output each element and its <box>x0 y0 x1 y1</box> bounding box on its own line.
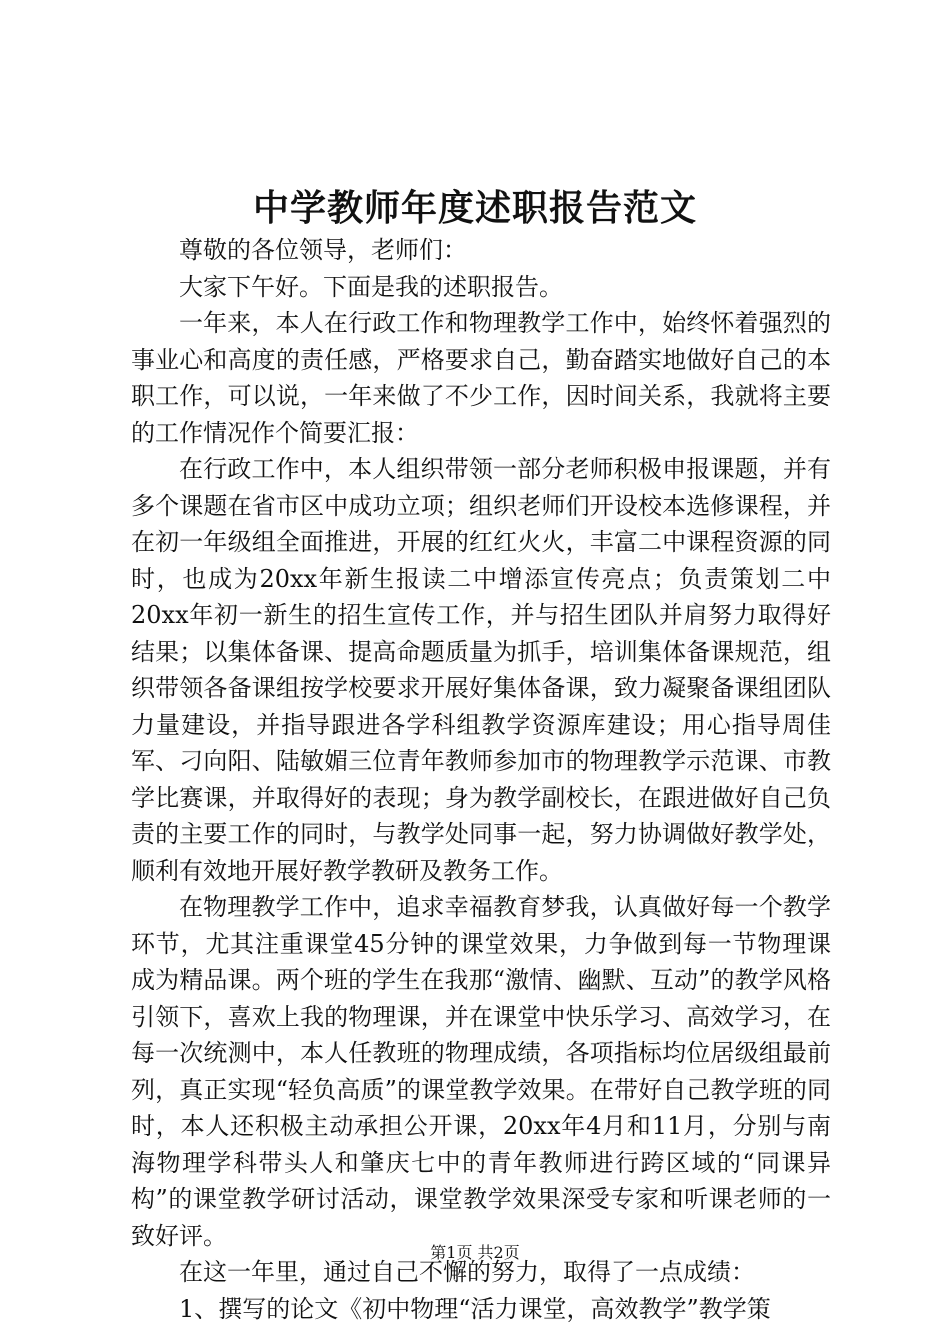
paragraph-achievement-1: 1、撰写的论文《初中物理“活力课堂，高效教学”教学策 <box>179 1294 771 1323</box>
page-number-footer: 第1页 共2页 <box>430 1243 520 1262</box>
paragraph-administrative-work: 在行政工作中，本人组织带领一部分老师积极申报课题，并有多个课题在省市区中成功立项；组织老师们开设校本选修课程，并在初一年级组全面推进，开展的红红火火，丰富二中课程资源的同时，也成为20xx年新生报读二中增添宣传亮点；负责策划二中20xx年初一新生的招生宣传工作，并与招生团队并肩努力取得好结果；以集体备课、提高命题质量为抓手，培训集体备课规范，组织带领各备课组按学校要求开展好集体备课，致力凝聚备课组团队力量建设，并指导跟进各学科组教学资源库建设；用心指导周佳军、刁向阳、陆敏媚三位青年教师参加市的物理教学示范课、市教学比赛课，并取得好的表现；身为教学副校长，在跟进做好自己负责的主要工作的同时，与教学处同事一起，努力协调做好教学处，顺利有效地开展好教学教研及教务工作。 <box>131 455 831 885</box>
paragraph-achievements-intro: 在这一年里，通过自己不懈的努力，取得了一点成绩： <box>179 1258 755 1286</box>
paragraph-intro: 一年来，本人在行政工作和物理教学工作中，始终怀着强烈的事业心和高度的责任感，严格要求自己，勤奋踏实地做好自己的本职工作，可以说，一年来做了不少工作，因时间关系，我就将主要的工作情况作个简要汇报： <box>131 309 831 447</box>
document-title: 中学教师年度述职报告范文 <box>252 187 697 229</box>
document-body <box>131 232 831 1327</box>
paragraph-physics-teaching: 在物理教学工作中，追求幸福教育梦我，认真做好每一个教学环节，尤其注重课堂45分钟的课堂效果，力争做到每一节物理课成为精品课。两个班的学生在我那“激情、幽默、互动”的教学风格引领下，喜欢上我的物理课，并在课堂中快乐学习、高效学习，在每一次统测中，本人任教班的物理成绩，各项指标均位居级组最前列，真正实现“轻负高质”的课堂教学效果。在带好自己教学班的同时，本人还积极主动承担公开课，20xx年4月和11月，分别与南海物理学科带头人和肇庆七中的青年教师进行跨区域的“同课异构”的课堂教学研讨活动，课堂教学效果深受专家和听课老师的一致好评。 <box>131 893 831 1250</box>
paragraph-salutation: 尊敬的各位领导，老师们： <box>179 236 467 264</box>
paragraph-greeting: 大家下午好。下面是我的述职报告。 <box>179 272 563 301</box>
